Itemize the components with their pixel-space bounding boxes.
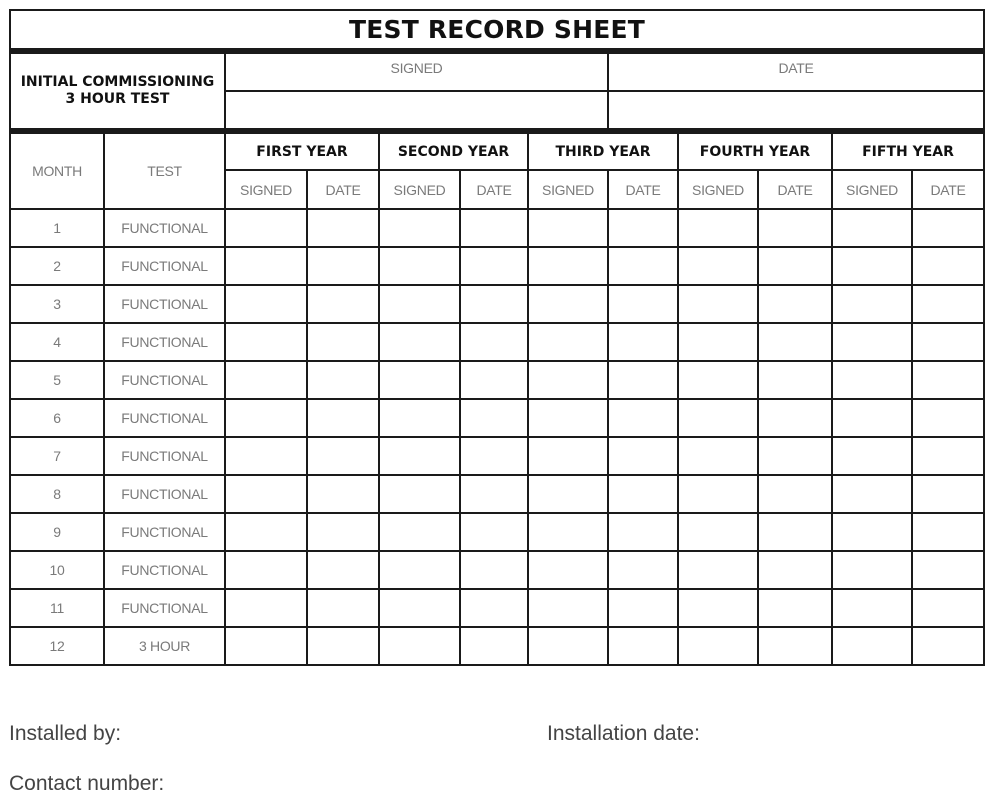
first-year-signed-cell[interactable] — [225, 361, 307, 399]
test-type-cell: FUNCTIONAL — [104, 551, 225, 589]
first-year-date-cell[interactable] — [307, 247, 379, 285]
third-year-date-cell[interactable] — [608, 399, 678, 437]
fourth-year-signed-cell[interactable] — [678, 247, 758, 285]
third-year-date-cell[interactable] — [608, 513, 678, 551]
fifth-year-date-cell[interactable] — [912, 551, 983, 589]
contact-number-label: Contact number: — [9, 772, 165, 795]
first-year-signed-cell[interactable] — [225, 285, 307, 323]
fifth-year-signed-cell[interactable] — [832, 399, 912, 437]
first-year-date-cell[interactable] — [307, 361, 379, 399]
sheet-title: TEST RECORD SHEET — [11, 11, 983, 51]
table-row — [11, 589, 983, 627]
fourth-year-signed-cell[interactable] — [678, 361, 758, 399]
month-cell: 12 — [11, 627, 104, 664]
fifth-year-signed-cell[interactable] — [832, 627, 912, 664]
table-row — [11, 399, 983, 437]
month-cell: 10 — [11, 551, 104, 589]
third-year-date-cell[interactable] — [608, 361, 678, 399]
fourth-year-signed-cell[interactable] — [678, 323, 758, 361]
first-year-signed-cell[interactable] — [225, 247, 307, 285]
second-year-date-cell[interactable] — [460, 437, 528, 475]
first-year-signed-cell[interactable] — [225, 209, 307, 247]
second-year-date-cell[interactable] — [460, 361, 528, 399]
second-year-date-cell[interactable] — [460, 285, 528, 323]
fifth-year-date-cell[interactable] — [912, 627, 983, 664]
third-year-date-cell[interactable] — [608, 475, 678, 513]
test-type-cell: FUNCTIONAL — [104, 323, 225, 361]
test-type-cell: FUNCTIONAL — [104, 361, 225, 399]
first-year-signed-cell[interactable] — [225, 627, 307, 664]
month-cell: 9 — [11, 513, 104, 551]
first-year-signed-cell[interactable] — [225, 551, 307, 589]
fifth-year-date-cell[interactable] — [912, 589, 983, 627]
fourth-year-date-cell[interactable] — [758, 247, 832, 285]
second-year-signed-cell[interactable] — [379, 399, 460, 437]
commissioning-date-cell[interactable] — [608, 91, 983, 131]
second-year-date-cell[interactable] — [460, 589, 528, 627]
table-row — [11, 551, 983, 589]
table-row — [11, 285, 983, 323]
third-year-signed-cell[interactable] — [528, 589, 608, 627]
second-year-date-cell[interactable] — [460, 323, 528, 361]
installation-date-label: Installation date: — [547, 722, 700, 745]
commissioning-signed-label: SIGNED — [225, 51, 608, 91]
third-year-date-cell[interactable] — [608, 627, 678, 664]
table-row — [11, 475, 983, 513]
second-year-signed-cell[interactable] — [379, 285, 460, 323]
month-cell: 5 — [11, 361, 104, 399]
third-year-date-header: DATE — [608, 170, 678, 209]
fifth-year-signed-cell[interactable] — [832, 285, 912, 323]
third-year-signed-cell[interactable] — [528, 475, 608, 513]
third-year-signed-cell[interactable] — [528, 513, 608, 551]
fifth-year-signed-cell[interactable] — [832, 589, 912, 627]
test-type-cell: FUNCTIONAL — [104, 209, 225, 247]
fifth-year-signed-cell[interactable] — [832, 551, 912, 589]
third-year-signed-cell[interactable] — [528, 551, 608, 589]
first-year-signed-cell[interactable] — [225, 475, 307, 513]
first-year-date-header: DATE — [307, 170, 379, 209]
fourth-year-signed-cell[interactable] — [678, 513, 758, 551]
second-year-header: SECOND YEAR — [379, 131, 528, 170]
fifth-year-signed-cell[interactable] — [832, 247, 912, 285]
fifth-year-date-cell[interactable] — [912, 285, 983, 323]
second-year-signed-cell[interactable] — [379, 589, 460, 627]
fifth-year-date-cell[interactable] — [912, 209, 983, 247]
first-year-header: FIRST YEAR — [225, 131, 379, 170]
first-year-signed-cell[interactable] — [225, 589, 307, 627]
fourth-year-signed-cell[interactable] — [678, 437, 758, 475]
commissioning-label-line2: 3 HOUR TEST — [65, 91, 170, 107]
second-year-date-cell[interactable] — [460, 209, 528, 247]
fourth-year-signed-cell[interactable] — [678, 399, 758, 437]
third-year-signed-cell[interactable] — [528, 209, 608, 247]
fifth-year-header: FIFTH YEAR — [832, 131, 983, 170]
fourth-year-date-cell[interactable] — [758, 285, 832, 323]
third-year-date-cell[interactable] — [608, 209, 678, 247]
fifth-year-date-cell[interactable] — [912, 513, 983, 551]
second-year-date-header: DATE — [460, 170, 528, 209]
month-cell: 6 — [11, 399, 104, 437]
month-cell: 1 — [11, 209, 104, 247]
second-year-date-cell[interactable] — [460, 627, 528, 664]
third-year-signed-header: SIGNED — [528, 170, 608, 209]
second-year-date-cell[interactable] — [460, 513, 528, 551]
third-year-signed-cell[interactable] — [528, 323, 608, 361]
test-record-sheet — [9, 9, 985, 666]
third-year-date-cell[interactable] — [608, 589, 678, 627]
fifth-year-signed-cell[interactable] — [832, 361, 912, 399]
test-type-cell: FUNCTIONAL — [104, 399, 225, 437]
month-cell: 8 — [11, 475, 104, 513]
second-year-signed-cell[interactable] — [379, 627, 460, 664]
fourth-year-date-cell[interactable] — [758, 589, 832, 627]
third-year-signed-cell[interactable] — [528, 437, 608, 475]
second-year-signed-cell[interactable] — [379, 437, 460, 475]
fifth-year-signed-cell[interactable] — [832, 209, 912, 247]
first-year-date-cell[interactable] — [307, 551, 379, 589]
fifth-year-signed-header: SIGNED — [832, 170, 912, 209]
table-row — [11, 209, 983, 247]
month-cell: 2 — [11, 247, 104, 285]
third-year-date-cell[interactable] — [608, 247, 678, 285]
fourth-year-signed-cell[interactable] — [678, 551, 758, 589]
second-year-signed-cell[interactable] — [379, 209, 460, 247]
test-type-cell: 3 HOUR — [104, 627, 225, 664]
table-row — [11, 361, 983, 399]
first-year-date-cell[interactable] — [307, 513, 379, 551]
fifth-year-date-cell[interactable] — [912, 399, 983, 437]
test-type-cell: FUNCTIONAL — [104, 475, 225, 513]
fourth-year-date-cell[interactable] — [758, 323, 832, 361]
fourth-year-date-cell[interactable] — [758, 399, 832, 437]
second-year-signed-cell[interactable] — [379, 475, 460, 513]
third-year-signed-cell[interactable] — [528, 247, 608, 285]
first-year-date-cell[interactable] — [307, 437, 379, 475]
first-year-signed-cell[interactable] — [225, 399, 307, 437]
fourth-year-date-cell[interactable] — [758, 209, 832, 247]
first-year-date-cell[interactable] — [307, 475, 379, 513]
commissioning-signed-cell[interactable] — [225, 91, 608, 131]
first-year-date-cell[interactable] — [307, 589, 379, 627]
fourth-year-date-cell[interactable] — [758, 627, 832, 664]
first-year-signed-cell[interactable] — [225, 437, 307, 475]
first-year-date-cell[interactable] — [307, 627, 379, 664]
fifth-year-signed-cell[interactable] — [832, 513, 912, 551]
second-year-signed-cell[interactable] — [379, 247, 460, 285]
fourth-year-date-cell[interactable] — [758, 551, 832, 589]
second-year-date-cell[interactable] — [460, 475, 528, 513]
second-year-signed-cell[interactable] — [379, 361, 460, 399]
fourth-year-signed-header: SIGNED — [678, 170, 758, 209]
month-column-header: MONTH — [11, 131, 104, 209]
table-row — [11, 513, 983, 551]
first-year-date-cell[interactable] — [307, 323, 379, 361]
table-row — [11, 247, 983, 285]
fourth-year-date-cell[interactable] — [758, 361, 832, 399]
table-row — [11, 323, 983, 361]
test-type-cell: FUNCTIONAL — [104, 513, 225, 551]
fourth-year-date-cell[interactable] — [758, 475, 832, 513]
fourth-year-date-header: DATE — [758, 170, 832, 209]
fifth-year-date-cell[interactable] — [912, 323, 983, 361]
fourth-year-signed-cell[interactable] — [678, 285, 758, 323]
second-year-date-cell[interactable] — [460, 551, 528, 589]
fourth-year-date-cell[interactable] — [758, 437, 832, 475]
third-year-date-cell[interactable] — [608, 285, 678, 323]
first-year-date-cell[interactable] — [307, 285, 379, 323]
initial-commissioning-label — [11, 51, 225, 131]
month-cell: 11 — [11, 589, 104, 627]
third-year-signed-cell[interactable] — [528, 627, 608, 664]
second-year-date-cell[interactable] — [460, 247, 528, 285]
third-year-date-cell[interactable] — [608, 437, 678, 475]
third-year-header: THIRD YEAR — [528, 131, 678, 170]
table-row — [11, 437, 983, 475]
first-year-signed-cell[interactable] — [225, 513, 307, 551]
fourth-year-signed-cell[interactable] — [678, 475, 758, 513]
month-cell: 7 — [11, 437, 104, 475]
first-year-signed-cell[interactable] — [225, 323, 307, 361]
second-year-signed-header: SIGNED — [379, 170, 460, 209]
second-year-signed-cell[interactable] — [379, 551, 460, 589]
third-year-signed-cell[interactable] — [528, 361, 608, 399]
third-year-signed-cell[interactable] — [528, 285, 608, 323]
fifth-year-date-cell[interactable] — [912, 437, 983, 475]
first-year-date-cell[interactable] — [307, 209, 379, 247]
month-cell: 4 — [11, 323, 104, 361]
first-year-date-cell[interactable] — [307, 399, 379, 437]
table-row — [11, 627, 983, 664]
fourth-year-date-cell[interactable] — [758, 513, 832, 551]
fifth-year-signed-cell[interactable] — [832, 437, 912, 475]
fifth-year-date-cell[interactable] — [912, 361, 983, 399]
test-type-cell: FUNCTIONAL — [104, 589, 225, 627]
installed-by-label: Installed by: — [9, 722, 122, 745]
test-type-cell: FUNCTIONAL — [104, 285, 225, 323]
test-column-header: TEST — [104, 131, 225, 209]
commissioning-label-line1: INITIAL COMMISSIONING — [20, 74, 215, 90]
fourth-year-signed-cell[interactable] — [678, 209, 758, 247]
test-type-cell: FUNCTIONAL — [104, 437, 225, 475]
fifth-year-date-cell[interactable] — [912, 475, 983, 513]
second-year-date-cell[interactable] — [460, 399, 528, 437]
fifth-year-signed-cell[interactable] — [832, 475, 912, 513]
fifth-year-date-cell[interactable] — [912, 247, 983, 285]
record-table — [11, 11, 983, 664]
first-year-signed-header: SIGNED — [225, 170, 307, 209]
month-cell: 3 — [11, 285, 104, 323]
third-year-date-cell[interactable] — [608, 323, 678, 361]
fourth-year-header: FOURTH YEAR — [678, 131, 832, 170]
fifth-year-signed-cell[interactable] — [832, 323, 912, 361]
second-year-signed-cell[interactable] — [379, 513, 460, 551]
second-year-signed-cell[interactable] — [379, 323, 460, 361]
third-year-date-cell[interactable] — [608, 551, 678, 589]
fifth-year-date-header: DATE — [912, 170, 983, 209]
third-year-signed-cell[interactable] — [528, 399, 608, 437]
commissioning-date-label: DATE — [608, 51, 983, 91]
fourth-year-signed-cell[interactable] — [678, 627, 758, 664]
test-type-cell: FUNCTIONAL — [104, 247, 225, 285]
fourth-year-signed-cell[interactable] — [678, 589, 758, 627]
